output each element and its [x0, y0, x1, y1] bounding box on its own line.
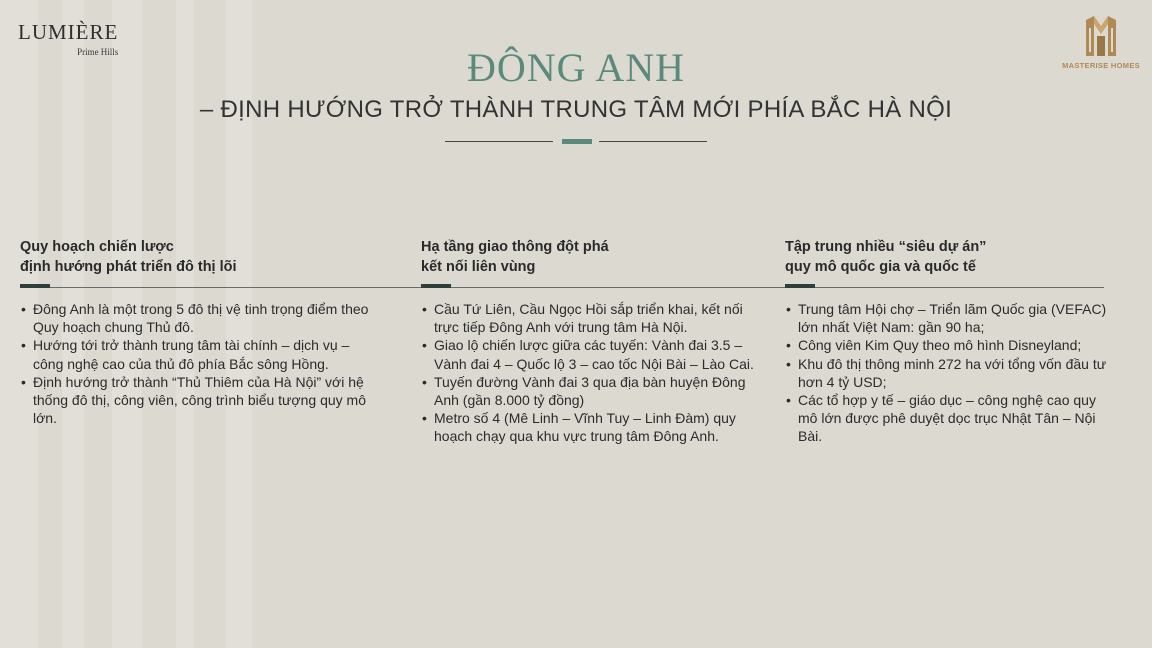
column-list — [20, 300, 370, 427]
list-item: • Định hướng trở thành “Thủ Thiêm của Hà Nội” với hệ thống đô thị, công viên, công trình biểu tượng quy mô lớn. — [20, 373, 370, 428]
column-heading — [20, 237, 320, 277]
logo-brand: LUMIÈRE — [18, 20, 119, 44]
column-rule — [20, 287, 1104, 288]
list-item: • Trung tâm Hội chợ – Triển lãm Quốc gia (VEFAC) lớn nhất Việt Nam: gần 90 ha; — [785, 300, 1110, 336]
list-item: • Giao lộ chiến lược giữa các tuyến: Vành đai 3.5 – Vành đai 4 – Quốc lộ 3 – cao tốc Nội Bài – Lào Cai. — [421, 336, 766, 372]
column-rule-marker — [421, 284, 451, 288]
list-item: • Metro số 4 (Mê Linh – Vĩnh Tuy – Linh Đàm) quy hoạch chạy qua khu vực trung tâm Đông Anh. — [421, 409, 766, 445]
divider-center — [562, 139, 592, 144]
column-rule-marker — [20, 284, 50, 288]
divider-right — [599, 141, 707, 142]
list-item: • Tuyến đường Vành đai 3 qua địa bàn huyện Đông Anh (gần 8.000 tỷ đồng) — [421, 373, 766, 409]
list-item: • Hướng tới trở thành trung tâm tài chính – dịch vụ – công nghệ cao của thủ đô phía Bắc sông Hồng. — [20, 336, 370, 372]
list-item: • Khu đô thị thông minh 272 ha với tổng vốn đầu tư hơn 4 tỷ USD; — [785, 355, 1110, 391]
column-heading-line2: quy mô quốc gia và quốc tế — [785, 259, 976, 275]
logo-sub: Prime Hills — [77, 47, 119, 57]
column-heading-line1: Hạ tầng giao thông đột phá — [421, 239, 609, 255]
column-heading-line2: định hướng phát triển đô thị lõi — [20, 259, 237, 275]
column-rule-marker — [785, 284, 815, 288]
list-item: • Công viên Kim Quy theo mô hình Disneyland; — [785, 336, 1110, 354]
list-item: • Đông Anh là một trong 5 đô thị vệ tinh trọng điểm theo Quy hoạch chung Thủ đô. — [20, 300, 370, 336]
column-heading — [421, 237, 741, 277]
list-item: • Cầu Tứ Liên, Cầu Ngọc Hồi sắp triển khai, kết nối trực tiếp Đông Anh với trung tâm Hà Nội. — [421, 300, 766, 336]
column-heading-line1: Tập trung nhiều “siêu dự án” — [785, 239, 987, 255]
column-list — [421, 300, 766, 446]
column-list — [785, 300, 1110, 446]
list-item: • Các tổ hợp y tế – giáo dục – công nghệ cao quy mô lớn được phê duyệt dọc trục Nhật Tân – Nội Bài. — [785, 391, 1110, 446]
column-heading-line1: Quy hoạch chiến lược — [20, 239, 174, 255]
page-title: ĐÔNG ANH — [467, 45, 685, 90]
page-subtitle: – ĐỊNH HƯỚNG TRỞ THÀNH TRUNG TÂM MỚI PHÍA BẮC HÀ NỘI — [199, 96, 953, 123]
logo-text: MASTERISE HOMES — [1062, 61, 1140, 70]
column-heading-line2: kết nối liên vùng — [421, 259, 536, 275]
divider-left — [445, 141, 553, 142]
column-heading — [785, 237, 1105, 277]
